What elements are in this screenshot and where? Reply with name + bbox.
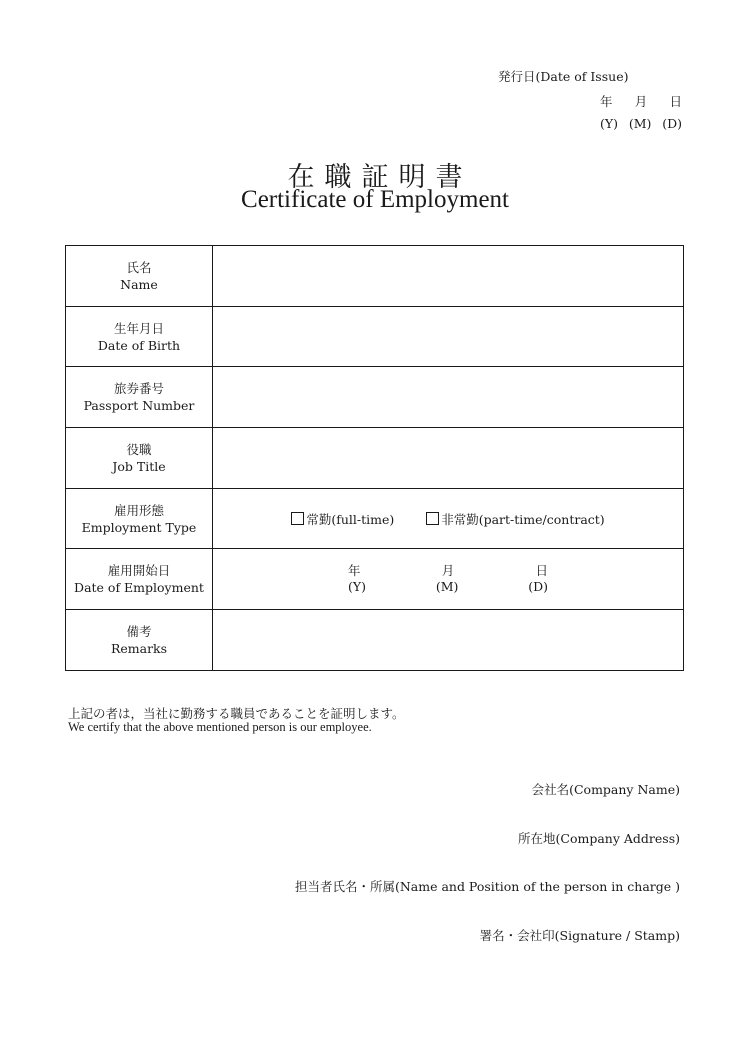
employee-info-table bbox=[65, 245, 684, 671]
person-in-charge-label: 担当者氏名・所属(Name and Position of the person in charge ) bbox=[294, 879, 680, 894]
label-en: Name bbox=[120, 276, 158, 292]
date-of-employment-field[interactable] bbox=[213, 549, 684, 610]
company-name-label: 会社名(Company Name) bbox=[531, 782, 680, 797]
document-title-jp: 在職証明書 bbox=[287, 162, 473, 193]
label-en: Remarks bbox=[110, 640, 168, 656]
issue-year-en: (Y) bbox=[600, 116, 619, 131]
label-en: Employment Type bbox=[81, 519, 197, 535]
table-row-employment-date bbox=[66, 549, 684, 610]
certification-statement-jp: 上記の者は，当社に勤務する職員であることを証明します。 bbox=[68, 706, 405, 721]
emp-month-en: (M) bbox=[435, 579, 459, 595]
row-label-employment-type bbox=[66, 488, 213, 549]
row-label-employment-date bbox=[66, 549, 213, 610]
label-jp: 旅券番号 bbox=[113, 381, 164, 397]
issue-year-jp: 年 bbox=[600, 94, 613, 109]
label-en: Passport Number bbox=[83, 398, 195, 414]
date-of-birth-field[interactable] bbox=[213, 306, 684, 367]
issue-date-jp-units bbox=[600, 92, 682, 110]
issue-month-en: (M) bbox=[628, 116, 652, 131]
row-label-dob bbox=[66, 306, 213, 367]
issue-date-en-units bbox=[600, 116, 682, 131]
passport-number-field[interactable] bbox=[213, 367, 684, 428]
employment-type-options bbox=[213, 488, 684, 549]
table-row-passport bbox=[66, 367, 684, 428]
table-row-name bbox=[66, 246, 684, 307]
parttime-label: 非常勤(part-time/contract) bbox=[441, 511, 605, 527]
emp-day-jp: 日 bbox=[535, 563, 548, 579]
label-en: Date of Employment bbox=[74, 580, 204, 596]
certification-statement-en: We certify that the above mentioned person is our employee. bbox=[68, 720, 372, 734]
label-jp: 役職 bbox=[126, 441, 152, 457]
job-title-field[interactable] bbox=[213, 428, 684, 489]
label-en: Job Title bbox=[112, 458, 166, 474]
fulltime-label: 常勤(full-time) bbox=[306, 511, 395, 527]
label-jp: 雇用開始日 bbox=[107, 563, 171, 579]
emp-day-en: (D) bbox=[528, 579, 548, 595]
row-label-name bbox=[66, 246, 213, 307]
emp-year-jp: 年 bbox=[348, 563, 361, 579]
fulltime-checkbox[interactable] bbox=[291, 512, 304, 525]
company-address-label: 所在地(Company Address) bbox=[518, 831, 680, 846]
label-en: Date of Birth bbox=[97, 337, 181, 353]
emp-year-en: (Y) bbox=[348, 579, 367, 595]
table-row-job-title bbox=[66, 428, 684, 489]
label-jp: 雇用形態 bbox=[113, 502, 164, 518]
parttime-option[interactable] bbox=[426, 510, 604, 528]
table-row-remarks bbox=[66, 610, 684, 671]
name-field[interactable] bbox=[213, 246, 684, 307]
employment-date-units bbox=[348, 563, 548, 595]
date-of-issue-label: 発行日(Date of Issue) bbox=[498, 69, 629, 84]
label-jp: 氏名 bbox=[126, 259, 152, 275]
row-label-passport bbox=[66, 367, 213, 428]
issue-day-en: (D) bbox=[662, 116, 682, 131]
table-row-employment-type bbox=[66, 488, 684, 549]
issue-month-jp: 月 bbox=[634, 94, 648, 109]
emp-month-jp: 月 bbox=[441, 563, 455, 579]
row-label-remarks bbox=[66, 610, 213, 671]
label-jp: 備考 bbox=[126, 623, 152, 639]
row-label-job-title bbox=[66, 428, 213, 489]
fulltime-option[interactable] bbox=[291, 510, 394, 528]
table-row-dob bbox=[66, 306, 684, 367]
issue-day-jp: 日 bbox=[669, 94, 682, 109]
document-title-en: Certificate of Employment bbox=[241, 186, 509, 213]
parttime-checkbox[interactable] bbox=[426, 512, 439, 525]
remarks-field[interactable] bbox=[213, 610, 684, 671]
label-jp: 生年月日 bbox=[113, 320, 164, 336]
signature-stamp-label: 署名・会社印(Signature / Stamp) bbox=[479, 928, 680, 943]
